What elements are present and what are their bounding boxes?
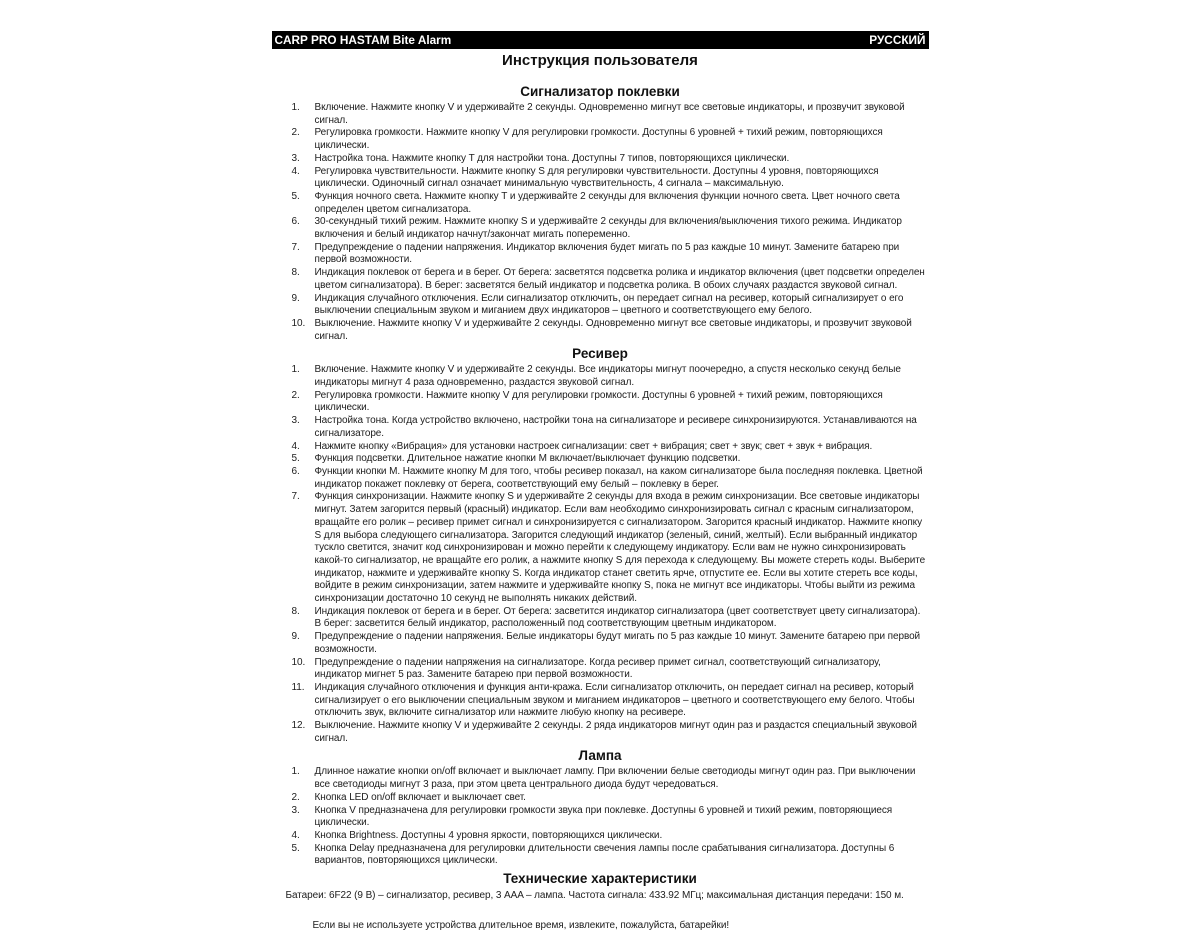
list-item-number: 2. [291,791,300,803]
list-item-text: Кнопка Brightness. Доступны 4 уровня яркости, повторяющихся циклически. [314,829,663,841]
list-item-number: 1. [291,102,300,113]
list-item [272,390,929,415]
list-item-number: 5. [291,453,300,465]
section-heading-tech-specs: Технические характеристики [503,871,697,887]
section-tech-specs [272,871,929,932]
list-item-text: Регулировка громкости. Нажмите кнопку V для регулировки громкости. Доступны 6 уровней + тихий режим, повторяющихся циклически. [314,389,883,414]
list-item-number: 3. [291,804,300,816]
list-item [272,318,929,343]
list-item-text: Выключение. Нажмите кнопку V и удерживайте 2 секунды. Одновременно мигнут все световые индикаторы, и прозвучит звуковой сигнал. [314,317,912,342]
list-item-text: Выключение. Нажмите кнопку V и удерживайте 2 секунды. 2 ряда индикаторов мигнут один раз и раздастся специальный звуковой сигнал. [314,720,917,744]
section-heading-bite-alarm: Сигнализатор поклевки [520,84,680,99]
list-item-text: Кнопка Delay предназначена для регулировки длительности свечения лампы после срабатывания сигнализатора. Доступны 6 вариантов, повторяющихся циклически. [314,842,895,867]
list-item-number: 6. [291,216,300,228]
list-item [272,453,929,466]
list-item-text: Включение. Нажмите кнопку V и удерживайте 2 секунды. Одновременно мигнут все световые индикаторы, и прозвучит звуковой сигнал. [314,102,905,126]
list-item-number: 4. [291,440,300,452]
list-item [272,127,929,152]
list-item-text: Включение. Нажмите кнопку V и удерживайте 2 секунды. Все индикаторы мигнут поочередно, а спустя несколько секунд белые индикаторы мигнут 4 раза одновременно, раздастся звуковой сигнал. [314,364,901,389]
list-item-text: Индикация случайного отключения и функция анти-кража. Если сигнализатор отключить, он передает сигнал на ресивер, который сигнализирует о его выключении специальным звуком и миганием индикаторов – цветного и соответствующего ему белого. Чтобы отключить звук, включите сигнализатор или нажмите любую кнопку на ресивере. [314,681,915,719]
list-item-text: Кнопка V предназначена для регулировки громкости звука при поклевке. Доступны 6 уровней и тихий режим, повторяющиеся циклически. [314,804,893,829]
list-item-text: Функция подсветки. Длительное нажатие кнопки M включает/выключает функцию подсветки. [314,453,741,465]
list-item-number: 9. [291,631,300,643]
list-item-number: 12. [291,720,306,732]
list-item [272,657,929,682]
list-item [272,606,929,631]
list-item [272,242,929,267]
list-item-number: 3. [291,415,300,427]
list-item [272,766,929,791]
list-item-text: Функции кнопки M. Нажмите кнопку M для того, чтобы ресивер показал, на каком сигнализаторе была последняя поклевка. Цветной индикатор покажет поклевку от берега, соответствующий ему белый – поклевку в берег. [314,465,923,490]
list-item-text: Предупреждение о падении напряжения. Белые индикаторы будут мигать по 5 раз каждые 10 минут. Замените батарею при первой возможности. [314,631,921,655]
header-bar [272,31,929,49]
list-item-text: Предупреждение о падении напряжения на сигнализаторе. Когда ресивер примет сигнал, соответствующий сигнализатору, индикатор мигнет 5 раз. Замените батарею при первой возможности. [314,656,881,681]
list-item-number: 5. [291,842,300,854]
list-item-text: Кнопка LED on/off включает и выключает свет. [314,791,526,803]
list-item-number: 9. [291,292,300,304]
lamp-instruction-list [272,766,929,868]
list-item [272,792,929,805]
list-item-text: Индикация случайного отключения. Если сигнализатор отключить, он передает сигнал на ресивер, который сигнализирует о его выключении специальным звуком и миганием двух индикаторов – цветного и соответствующего ему белого. [314,292,904,317]
receiver-instruction-list [272,364,929,745]
list-item [272,166,929,191]
list-item [272,415,929,440]
bite-alarm-instruction-list [272,102,929,343]
list-item [272,682,929,720]
list-item [272,830,929,843]
list-item-number: 11. [291,681,305,693]
list-item-number: 1. [291,364,300,376]
list-item-text: Нажмите кнопку «Вибрация» для установки настроек сигнализации: свет + вибрация; свет + звук; свет + звук + вибрация. [314,440,873,452]
list-item [272,216,929,241]
list-item [272,491,929,605]
list-item-text: Длинное нажатие кнопки on/off включает и выключает лампу. При включении белые светодиоды мигнут один раз. При выключении все светодиоды мигнут 3 раза, при этом цвета центрального диода будут чередоваться. [314,766,916,791]
list-item [272,805,929,830]
section-bite-alarm [272,84,929,343]
battery-removal-note: Если вы не используете устройства длительное время, извлеките, пожалуйста, батарейки! [312,919,730,931]
list-item-number: 5. [291,190,300,202]
list-item [272,631,929,656]
list-item [272,720,929,745]
list-item-text: Индикация поклевок от берега и в берег. От берега: засветится индикатор сигнализатора (цвет соответствует цвету сигнализатора). В берег: засветится белый индикатор, расположенный под соответствующим цветным индикатором. [314,605,921,630]
list-item-text: Настройка тона. Нажмите кнопку T для настройки тона. Доступны 7 типов, повторяющихся циклически. [314,152,790,164]
list-item-text: Функция синхронизации. Нажмите кнопку S и удерживайте 2 секунды для входа в режим синхронизации. Все световые индикаторы мигнут. Затем загорится первый (красный) индикатор. Если вам необходимо синхронизировать сигнал с красным сигнализатором, вращайте его ролик – ресивер примет сигнал и синхронизируется с сигнализатором. Загорится красный индикатор. Нажмите кнопку S для выбора следующего сигнализатора. Загорится следующий индикатор (зеленый, синий, желтый). Если выбранный индикатор тускло светится, значит код синхронизирован и можно перейти к следующему индикатору. Если вам не нужно синхронизировать какой-то сигнализатор, не вращайте его ролик, а нажмите кнопку S для перехода к следующему. Вы можете стереть коды. Выберите индикатор, нажмите и удерживайте кнопку S. Когда индикатор станет светить ярче, отпустите ее. Если вы хотите стереть все коды, войдите в режим синхронизации, затем нажмите и удерживайте кнопку S, пока не мигнут все индикаторы. Чтобы выйти из режима синхронизации достаточно 10 секунд не выполнять никаких действий. [314,491,926,605]
list-item-number: 7. [291,491,300,503]
list-item [272,843,929,868]
list-item-number: 4. [291,829,300,841]
list-item-number: 4. [291,165,300,177]
section-receiver [272,346,929,745]
list-item-text: Функция ночного света. Нажмите кнопку T и удерживайте 2 секунды для включения функции ночного света. Цвет ночного света определен цветом сигнализатора. [314,190,900,215]
list-item [272,466,929,491]
list-item [272,102,929,127]
list-item-number: 2. [291,389,300,401]
list-item [272,293,929,318]
section-heading-receiver: Ресивер [572,346,628,362]
tech-specs-text: Батареи: 6F22 (9 В) – сигнализатор, ресивер, 3 AAA – лампа. Частота сигнала: 433.92 МГц; максимальная дистанция передачи: 150 м. [285,890,904,902]
list-item-text: Настройка тона. Когда устройство включено, настройки тона на сигнализаторе и ресивере синхронизируются. Устанавливаются на сигнализаторе. [314,415,917,439]
list-item-text: Индикация поклевок от берега и в берег. От берега: засветятся подсветка ролика и индикатор включения (цвет подсветки определен цветом сигнализатора). В берег: засветятся белый индикатор и подсветка ролика. В обоих случаях раздастся звуковой сигнал. [314,267,925,291]
list-item [272,153,929,166]
list-item-text: Регулировка громкости. Нажмите кнопку V для регулировки громкости. Доступны 6 уровней + тихий режим, повторяющихся циклически. [314,127,883,152]
list-item [272,267,929,292]
list-item-number: 8. [291,267,300,279]
list-item-text: Регулировка чувствительности. Нажмите кнопку S для регулировки чувствительности. Доступны 4 уровня, повторяющихся циклически. Одиночный сигнал означает минимальную чувствительность, 4 сигнала – максимальную. [314,165,879,190]
list-item-number: 2. [291,127,300,139]
list-item [272,191,929,216]
list-item-number: 1. [291,766,300,778]
section-lamp [272,748,929,868]
page-title: Инструкция пользователя [502,52,698,69]
header-product-name: CARP PRO HASTAM Bite Alarm [274,33,452,47]
instruction-page [272,0,929,932]
list-item-number: 8. [291,605,300,617]
section-heading-lamp: Лампа [578,748,622,764]
list-item [272,441,929,454]
list-item-number: 10. [291,656,306,668]
list-item-number: 7. [291,241,300,253]
list-item-number: 3. [291,152,300,164]
list-item-text: 30-секундный тихий режим. Нажмите кнопку S и удерживайте 2 секунды для включения/выключения тихого режима. Индикатор включения и белый индикатор начнут/закончат мигать попеременно. [314,216,902,241]
header-language-label: РУССКИЙ [869,33,926,47]
list-item-text: Предупреждение о падении напряжения. Индикатор включения будет мигать по 5 раз каждые 10 минут. Замените батарею при первой возможности. [314,241,900,266]
list-item-number: 10. [291,317,306,329]
list-item-number: 6. [291,465,300,477]
list-item [272,364,929,389]
